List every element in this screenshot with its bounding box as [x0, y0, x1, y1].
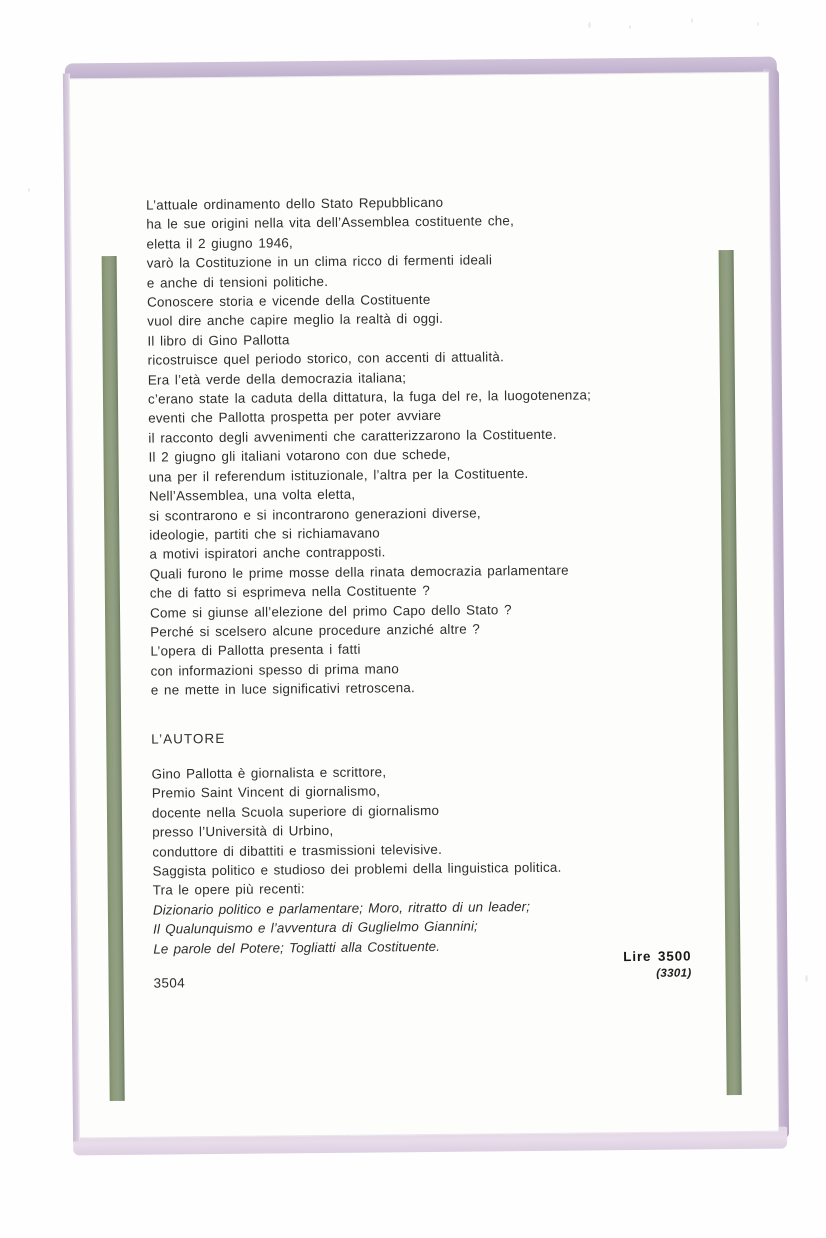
author-bio-line: docente nella Scuola superiore di giornalismo	[151, 802, 440, 821]
blurb-line: L’attuale ordinamento dello Stato Repubblicano	[146, 194, 444, 213]
blurb-line: Conoscere storia e vicende della Costituente	[146, 291, 431, 310]
scan-speck	[629, 25, 631, 29]
blurb-line: Perché si scelsero alcune procedure anziché altre ?	[150, 621, 481, 640]
blurb-line: eletta il 2 giugno 1946,	[146, 235, 294, 252]
blurb-line: ideologie, partiti che si richiamavano	[149, 525, 380, 543]
blurb-line: con informazioni spesso di prima mano	[150, 661, 400, 679]
price-block	[623, 948, 691, 980]
author-bio-line: Tra le opere più recenti:	[152, 881, 305, 899]
blurb-line: varò la Costituzione in un clima ricco di fermenti ideali	[146, 252, 493, 271]
blurb-line: ha le sue origini nella vita dell’Assemblea costituente che,	[146, 213, 515, 233]
green-rule-left	[102, 256, 125, 1101]
author-bio-line: Saggista politico e studioso dei problemi della linguistica politica.	[152, 859, 562, 879]
blurb-line: L’opera di Pallotta presenta i fatti	[150, 641, 361, 659]
cover-footer	[153, 948, 705, 1005]
author-work-title-line: Dizionario politico e parlamentare; Moro, ritratto di un leader;	[152, 898, 531, 918]
blurb-line: a motivi ispiratori anche contrapposti.	[149, 544, 386, 562]
book-object	[63, 57, 789, 1156]
author-bio-line: conduttore di dibattiti e trasmissioni televisive.	[152, 841, 443, 860]
blurb-line: vuol dire anche capire meglio la realtà di oggi.	[147, 311, 444, 330]
blurb-line: e anche di tensioni politiche.	[146, 273, 329, 291]
blurb-line: eventi che Pallotta prospetta per poter avviare	[148, 408, 442, 427]
blurb-line: Come si giunse all’elezione del primo Capo dello Stato ?	[149, 601, 512, 621]
author-bio-line: Premio Saint Vincent di giornalismo,	[151, 783, 381, 802]
scan-speck	[691, 18, 693, 23]
scan-speck	[805, 975, 808, 982]
blurb-line: Il libro di Gino Pallotta	[147, 332, 290, 349]
blurb-line: si scontrarono e si incontrarono generazioni diverse,	[149, 504, 481, 524]
scan-speck	[588, 22, 591, 28]
blurb-line: il racconto degli avvenimenti che caratterizzarono la Costituente.	[148, 426, 557, 446]
blurb-line: una per il referendum istituzionale, l’altra per la Costituente.	[148, 465, 529, 485]
price-code: (3301)	[656, 966, 692, 980]
blurb-paragraph	[146, 190, 703, 700]
scan-speck	[757, 22, 759, 26]
blurb-line: c’erano state la caduta della dittatura, la fuga del re, la luogotenenza;	[147, 387, 592, 407]
green-rule-right	[719, 250, 742, 1095]
author-section-heading: L’AUTORE	[151, 730, 226, 747]
blurb-line: Era l’età verde della democrazia italiana;	[147, 369, 407, 388]
blurb-line: Quali furono le prime mosse della rinata democrazia parlamentare	[149, 562, 569, 582]
scan-speck	[28, 188, 30, 192]
cover-face	[69, 72, 779, 1139]
blurb-line: e ne mette in luce significativi retroscena.	[150, 680, 416, 698]
price-label: Lire 3500	[623, 948, 692, 965]
catalog-number: 3504	[153, 975, 186, 991]
author-bio-line: presso l’Università di Urbino,	[152, 823, 334, 840]
author-work-title-line: Le parole del Potere; Togliatti alla Costituente.	[153, 938, 441, 957]
blurb-line: che di fatto si esprimeva nella Costituente ?	[149, 583, 431, 601]
author-biography	[152, 759, 706, 958]
blurb-line: Il 2 giugno gli italiani votarono con due schede,	[148, 447, 451, 465]
cover-text-block	[146, 190, 705, 958]
author-work-title-line: Il Qualunquismo e l’avventura di Guglielmo Giannini;	[153, 918, 478, 937]
blurb-line: Nell’Assemblea, una volta eletta,	[148, 486, 356, 504]
author-bio-line: Gino Pallotta è giornalista e scrittore,	[151, 764, 387, 782]
blurb-line: ricostruisce quel periodo storico, con accenti di attualità.	[147, 349, 505, 368]
